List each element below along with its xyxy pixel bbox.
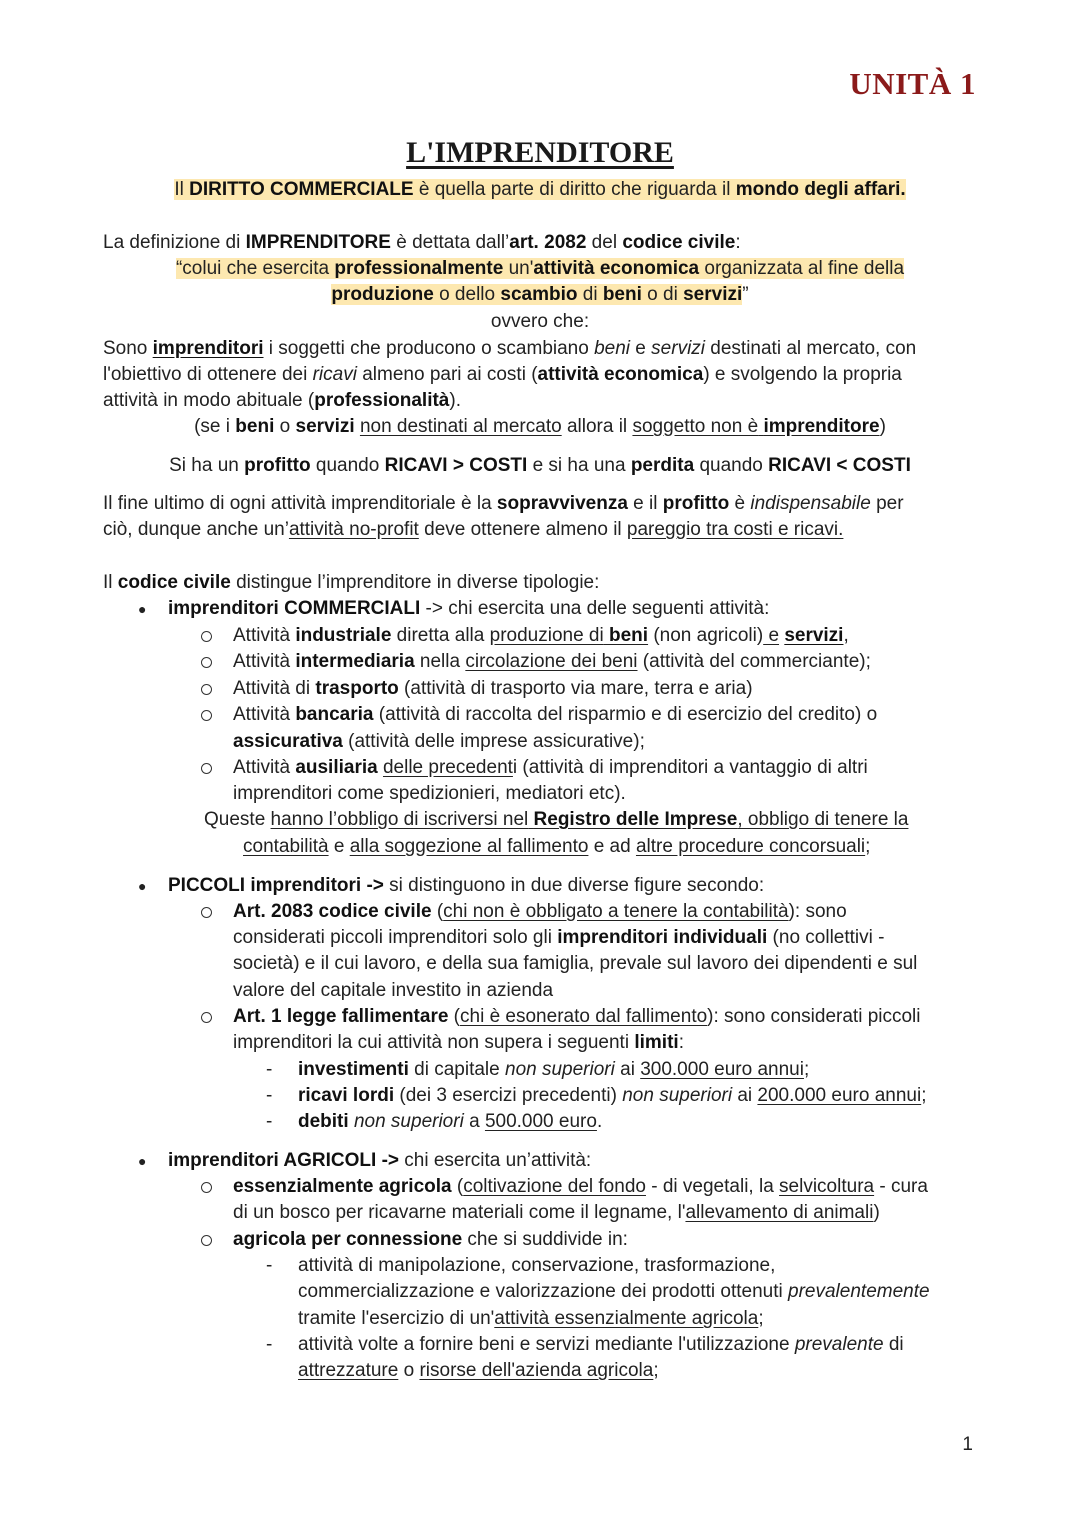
dash-marker: - <box>266 1334 273 1355</box>
piccoli-item-1-line-4: valore del capitale investito in azienda <box>233 980 554 1001</box>
definition-quote-1: “colui che esercita professionalmente un'attività economica organizzata al fine della <box>175 258 905 279</box>
commerciali-item-5: Attività ausiliaria delle precedenti (attività di imprenditori a vantaggio di altri <box>233 757 868 778</box>
intro-line: Il DIRITTO COMMERCIALE è quella parte di diritto che riguarda il mondo degli affari. <box>174 179 906 200</box>
page-title: L'IMPRENDITORE <box>406 136 674 169</box>
limit-debiti: debiti non superiori a 500.000 euro. <box>298 1111 603 1132</box>
dash-marker: - <box>266 1111 273 1132</box>
dash-marker: - <box>266 1059 273 1080</box>
circle-bullet-icon <box>201 1182 212 1193</box>
circle-bullet-icon <box>201 684 212 695</box>
agricoli-item-1: essenzialmente agricola (coltivazione del fondo - di vegetali, la selvicoltura - cura <box>233 1176 928 1197</box>
commerciali-item-4: Attività bancaria (attività di raccolta del risparmio e di esercizio del credito) o <box>233 704 878 725</box>
commerciali-item-1: Attività industriale diretta alla produzione di beni (non agricoli) e servizi, <box>233 625 849 646</box>
agricoli-item-2: agricola per connessione che si suddivide in: <box>233 1229 628 1250</box>
explain-line-4: (se i beni o servizi non destinati al mercato allora il soggetto non è imprenditore) <box>194 416 886 437</box>
connessione-item-2-line-2: attrezzature o risorse dell'azienda agricola; <box>298 1360 659 1381</box>
explain-line-3: attività in modo abituale (professionalità). <box>103 390 461 411</box>
explain-line-1: Sono imprenditori i soggetti che producono o scambiano beni e servizi destinati al mercato, con <box>103 338 917 359</box>
connessione-item-1: attività di manipolazione, conservazione, trasformazione, <box>298 1255 776 1276</box>
definition-line: La definizione di IMPRENDITORE è dettata dall’art. 2082 del codice civile: <box>103 232 741 253</box>
commerciali-item-2: Attività intermediaria nella circolazione dei beni (attività del commerciante); <box>233 651 871 672</box>
bullet-icon: ● <box>138 1153 147 1169</box>
circle-bullet-icon <box>201 710 212 721</box>
piccoli-item-1: Art. 2083 codice civile (chi non è obbligato a tenere la contabilità): sono <box>233 901 847 922</box>
commerciali-item-5-cont: imprenditori come spedizionieri, mediatori etc). <box>233 783 626 804</box>
circle-bullet-icon <box>201 1012 212 1023</box>
definition-quote-2: produzione o dello scambio di beni o di servizi” <box>331 284 749 305</box>
unit-label: UNITÀ 1 <box>849 66 976 101</box>
piccoli-item-1-line-3: società) e il cui lavoro, e della sua famiglia, prevale sul lavoro dei dipendenti e sul <box>233 953 918 974</box>
limit-ricavi: ricavi lordi (dei 3 esercizi precedenti) non superiori ai 200.000 euro annui; <box>298 1085 927 1106</box>
dash-marker: - <box>266 1255 273 1276</box>
circle-bullet-icon <box>201 631 212 642</box>
page-number: 1 <box>962 1434 973 1455</box>
commerciali-heading: imprenditori COMMERCIALI -> chi esercita una delle seguenti attività: <box>168 598 770 619</box>
connessione-item-1-line-3: tramite l'esercizio di un'attività essenzialmente agricola; <box>298 1308 764 1329</box>
circle-bullet-icon <box>201 1235 212 1246</box>
explain-line-2: l'obiettivo di ottenere dei ricavi almeno pari ai costi (attività economica) e svolgendo la propria <box>103 364 902 385</box>
circle-bullet-icon <box>201 763 212 774</box>
types-line: Il codice civile distingue l’imprenditore in diverse tipologie: <box>103 572 600 593</box>
limit-investimenti: investimenti di capitale non superiori ai 300.000 euro annui; <box>298 1059 810 1080</box>
piccoli-item-1-line-2: considerati piccoli imprenditori solo gli imprenditori individuali (no collettivi - <box>233 927 885 948</box>
agricoli-item-1-line-2: di un bosco per ricavarne materiali come il legname, l'allevamento di animali) <box>233 1202 880 1223</box>
dash-marker: - <box>266 1085 273 1106</box>
goal-line-2: ciò, dunque anche un’attività no-profit deve ottenere almeno il pareggio tra costi e ricavi. <box>103 519 844 540</box>
agricoli-heading: imprenditori AGRICOLI -> chi esercita un’attività: <box>168 1150 592 1171</box>
piccoli-item-2-line-2: imprenditori la cui attività non supera i seguenti limiti: <box>233 1032 684 1053</box>
circle-bullet-icon <box>201 657 212 668</box>
piccoli-item-2: Art. 1 legge fallimentare (chi è esonerato dal fallimento): sono considerati piccoli <box>233 1006 921 1027</box>
commerciali-item-3: Attività di trasporto (attività di trasporto via mare, terra e aria) <box>233 678 753 699</box>
commerciali-note-2: contabilità e alla soggezione al fallimento e ad altre procedure concorsuali; <box>243 836 871 857</box>
connessione-item-1-line-2: commercializzazione e valorizzazione dei prodotti ottenuti prevalentemente <box>298 1281 930 1302</box>
bullet-icon: ● <box>138 878 147 894</box>
bullet-icon: ● <box>138 601 147 617</box>
connessione-item-2: attività volte a fornire beni e servizi mediante l'utilizzazione prevalente di <box>298 1334 904 1355</box>
ovvero-line: ovvero che: <box>490 311 590 332</box>
goal-line-1: Il fine ultimo di ogni attività imprenditoriale è la sopravvivenza e il profitto è indispensabile per <box>103 493 904 514</box>
circle-bullet-icon <box>201 907 212 918</box>
commerciali-note-1: Queste hanno l’obbligo di iscriversi nel Registro delle Imprese, obbligo di tenere la <box>204 809 909 830</box>
piccoli-heading: PICCOLI imprenditori -> si distinguono in due diverse figure secondo: <box>168 875 765 896</box>
profit-line: Si ha un profitto quando RICAVI > COSTI e si ha una perdita quando RICAVI < COSTI <box>169 455 911 476</box>
commerciali-item-4-cont: assicurativa (attività delle imprese assicurative); <box>233 731 645 752</box>
